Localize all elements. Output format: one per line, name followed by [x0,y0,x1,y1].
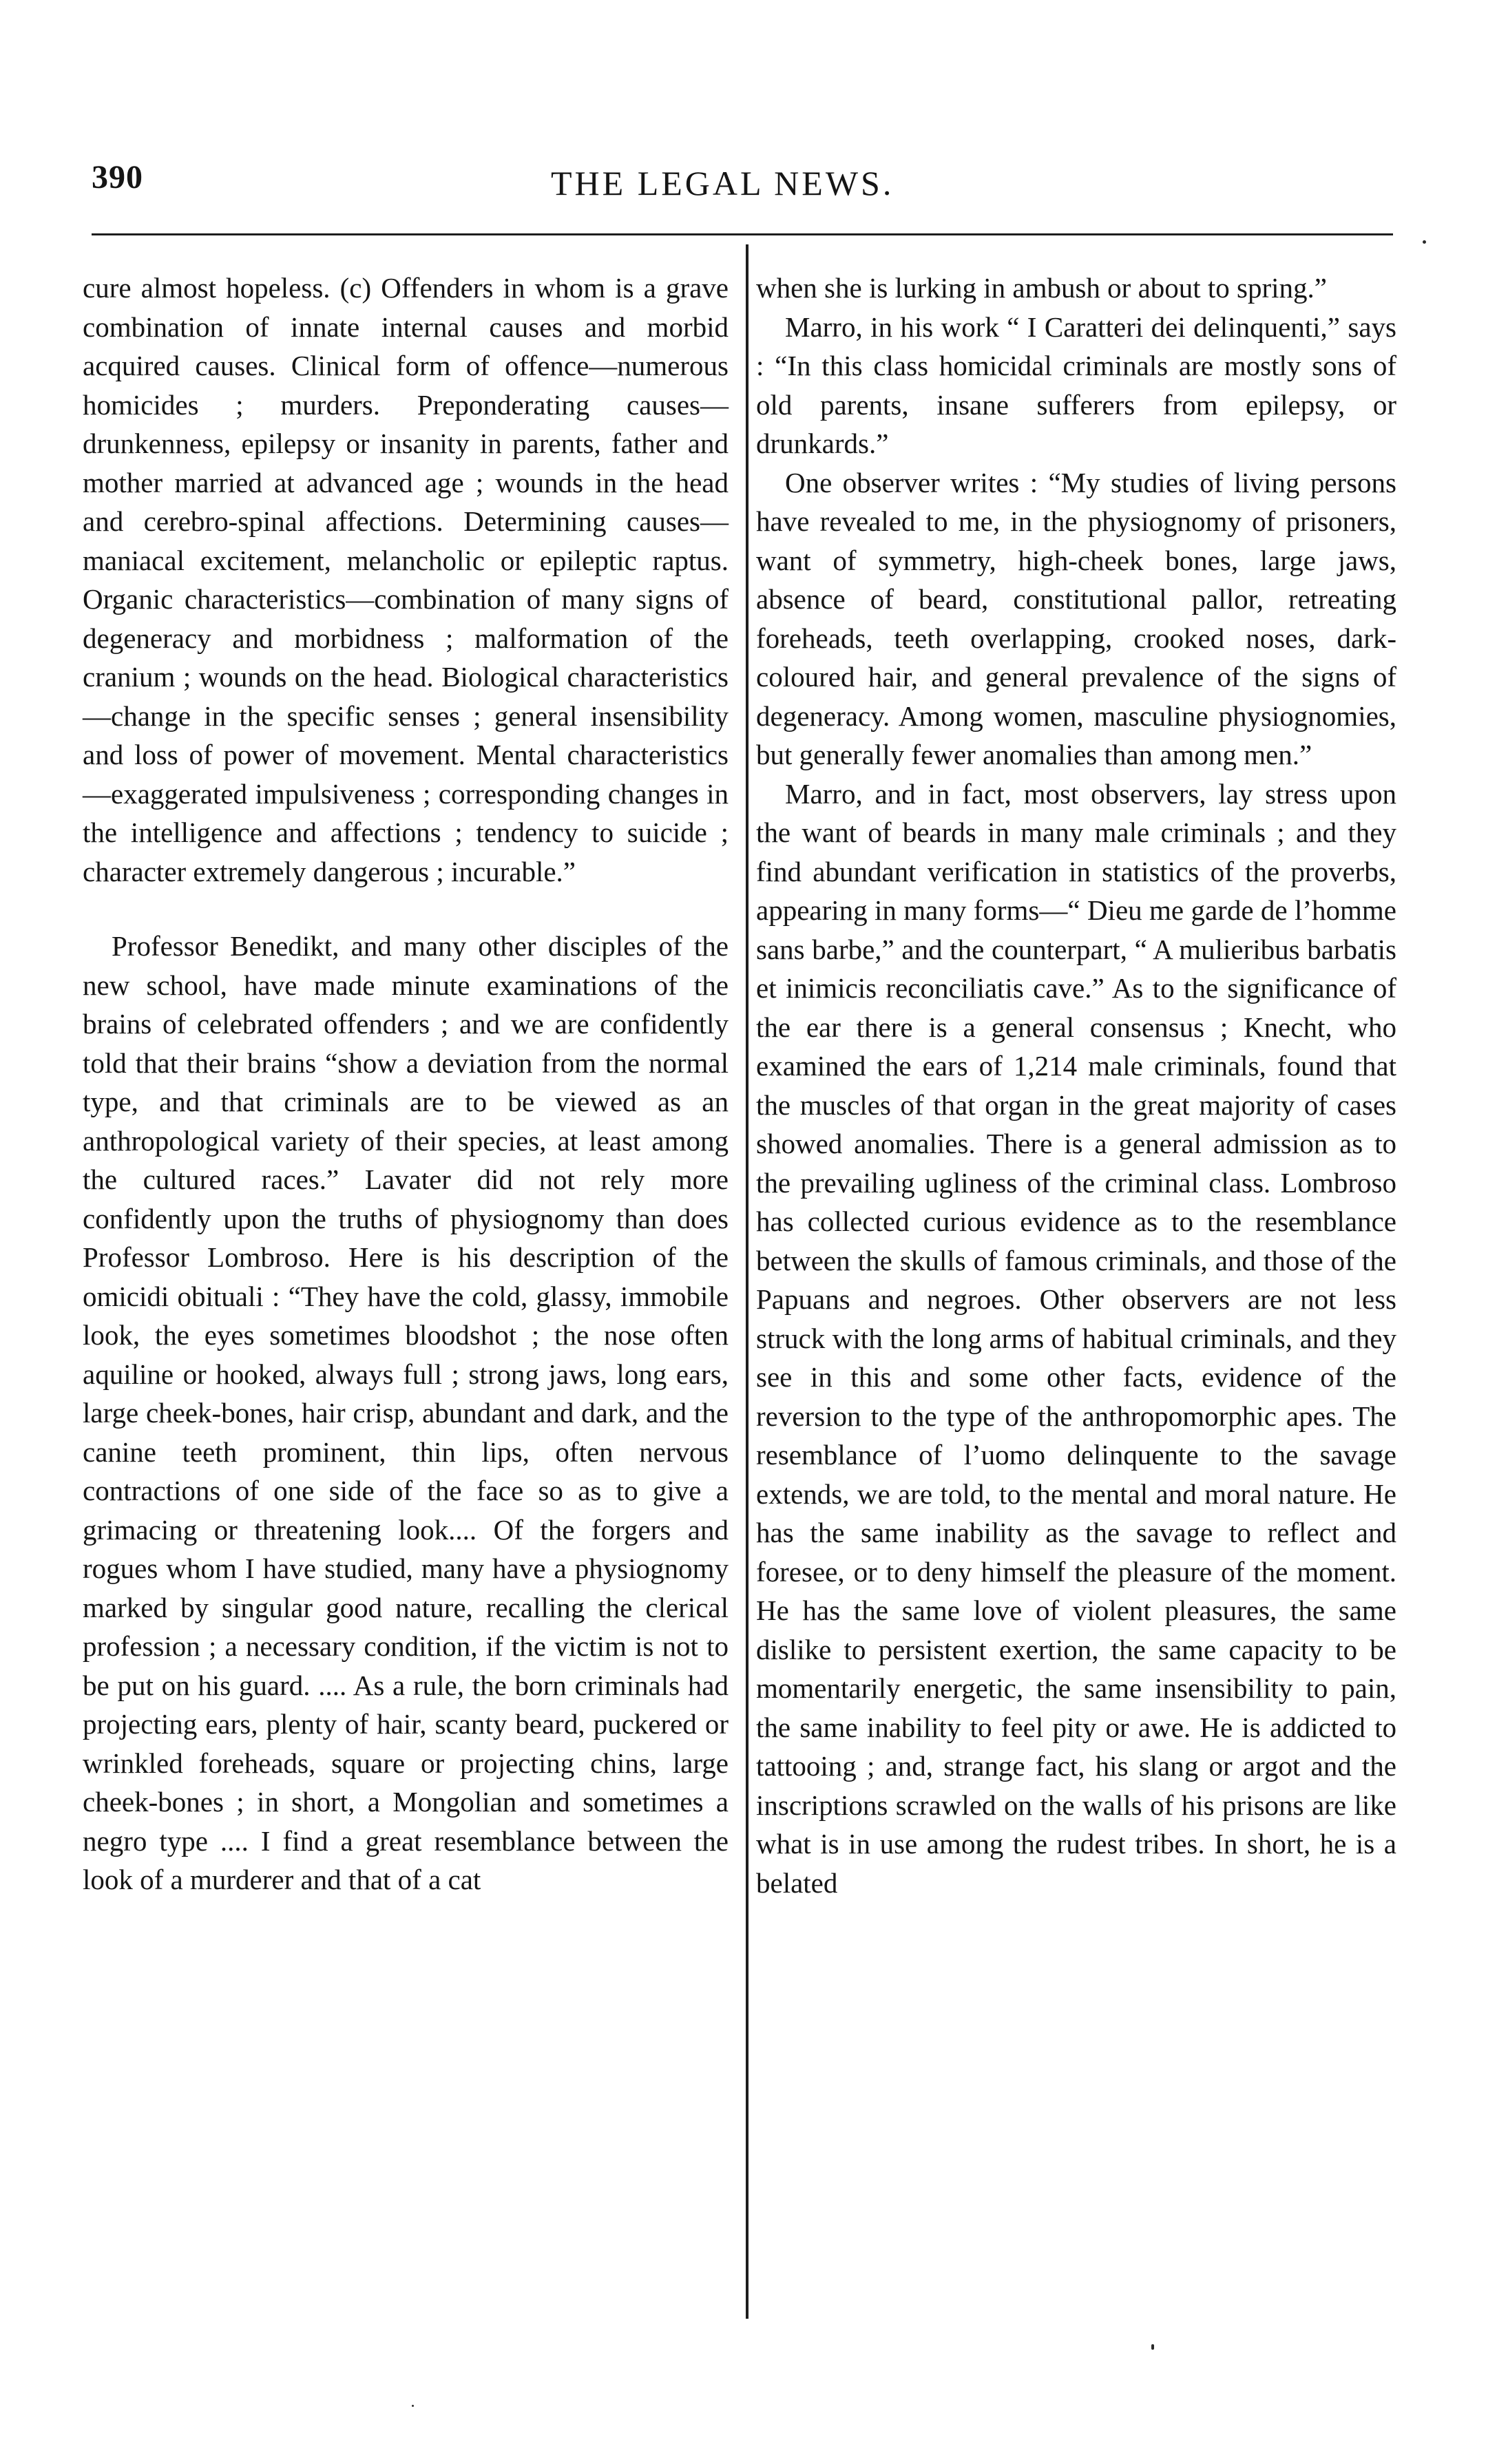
left-paragraph-1: cure almost hopeless. (c) Offenders in whom is a grave combination of innate internal causes and morbid acquired causes. Clinical form of offence—numerous homicides ; murders. Preponderating causes—drunkenness, epilepsy or insanity in parents, father and mother married at advanced age ; wounds in the head and cerebro-spinal affections. Determining causes—maniacal excitement, melancholic or epileptic raptus. Organic characteristics—combination of many signs of degeneracy and morbidness ; malformation of the cranium ; wounds on the head. Biological characteristics—change in the specific senses ; general insensibility and loss of power of movement. Mental characteristics—exaggerated impulsiveness ; corresponding changes in the intelligence and affections ; tendency to suicide ; character extremely dangerous ; incurable.” [83,272,729,887]
right-paragraph-2: Marro, in his work “ I Caratteri dei delinquenti,” says : “In this class homicidal criminals are mostly sons of old parents, insane sufferers from epilepsy, or drunkards.” [756,310,1396,459]
scan-speck-right-margin [1423,240,1426,244]
page-number: 390 [92,159,143,196]
header-rule [92,233,1393,235]
left-column [83,268,729,1899]
left-paragraph-2: Professor Benedikt, and many other disciples of the new school, have made minute examinations of the brains of celebrated offenders ; and we are confidently told that their brains “show a deviation from the normal type, and that criminals are to be viewed as an anthropological variety of their species, at least among the cultured races.” Lavater did not rely more confidently upon the truths of physiognomy than does Professor Lombroso. Here is his description of the omicidi obituali : “They have the cold, glassy, immobile look, the eyes sometimes bloodshot ; the nose often aquiline or hooked, always full ; strong jaws, long ears, large cheek-bones, hair crisp, abundant and dark, and the canine teeth prominent, thin lips, often nervous contractions of one side of the face so as to give a grimacing or threatening look.... Of the forgers and rogues whom I have studied, many have a physiognomy marked by singular good nature, recalling the clerical profession ; a necessary condition, if the victim is not to be put on his guard. .... As a rule, the born criminals had projecting ears, plenty of hair, scanty beard, puckered or wrinkled foreheads, square or projecting chins, large cheek-bones ; in short, a Mongolian and sometimes a negro type .... I find a great resemblance between the look of a murderer and that of a cat [83,930,729,1895]
right-paragraph-4: Marro, and in fact, most observers, lay stress upon the want of beards in many male criminals ; and they find abundant verification in statistics of the proverbs, appearing in many forms—“ Dieu me garde de l’homme sans barbe,” and the counterpart, “ A mulieribus barbatis et inimicis reconciliatis cave.” As to the significance of the ear there is a general consensus ; Knecht, who examined the ears of 1,214 male criminals, found that the muscles of that organ in the great majority of cases showed anomalies. There is a general admission as to the prevailing ugliness of the criminal class. Lombroso has collected curious evidence as to the resemblance between the skulls of famous criminals, and those of the Papuans and negroes. Other observers are not less struck with the long arms of habitual criminals, and they see in this and some other facts, evidence of the reversion to the type of the anthropomorphic apes. The resemblance of l’uomo delinquente to the savage extends, we are told, to the mental and moral nature. He has the same inability as the savage to reflect and foresee, or to deny himself the pleasure of the moment. He has the same love of violent pleasures, the same dislike to persistent exertion, the same capacity to be momentarily energetic, the same insensibility to pain, the same inability to feel pity or awe. He is addicted to tattooing ; and, strange fact, his slang or argot and the inscriptions scrawled on the walls of his prisons are like what is in use among the rudest tribes. In short, he is a belated [756,777,1396,1899]
scan-speck-bottom-left [412,2405,414,2407]
right-column [756,268,1396,1902]
running-head: THE LEGAL NEWS. [551,164,894,202]
right-paragraph-1: when she is lurking in ambush or about to spring.” [756,272,1328,304]
right-paragraph-3: One observer writes : “My studies of living persons have revealed to me, in the physiognomy of prisoners, want of symmetry, high-cheek bones, large jaws, absence of beard, constitutional pallor, retreating foreheads, teeth overlapping, crooked noses, dark-coloured hair, and general prevalence of the signs of degeneracy. Among women, masculine physiognomies, but generally fewer anomalies than among men.” [756,466,1396,770]
column-divider [746,244,748,2319]
scan-speck-bottom-right [1151,2344,1154,2350]
